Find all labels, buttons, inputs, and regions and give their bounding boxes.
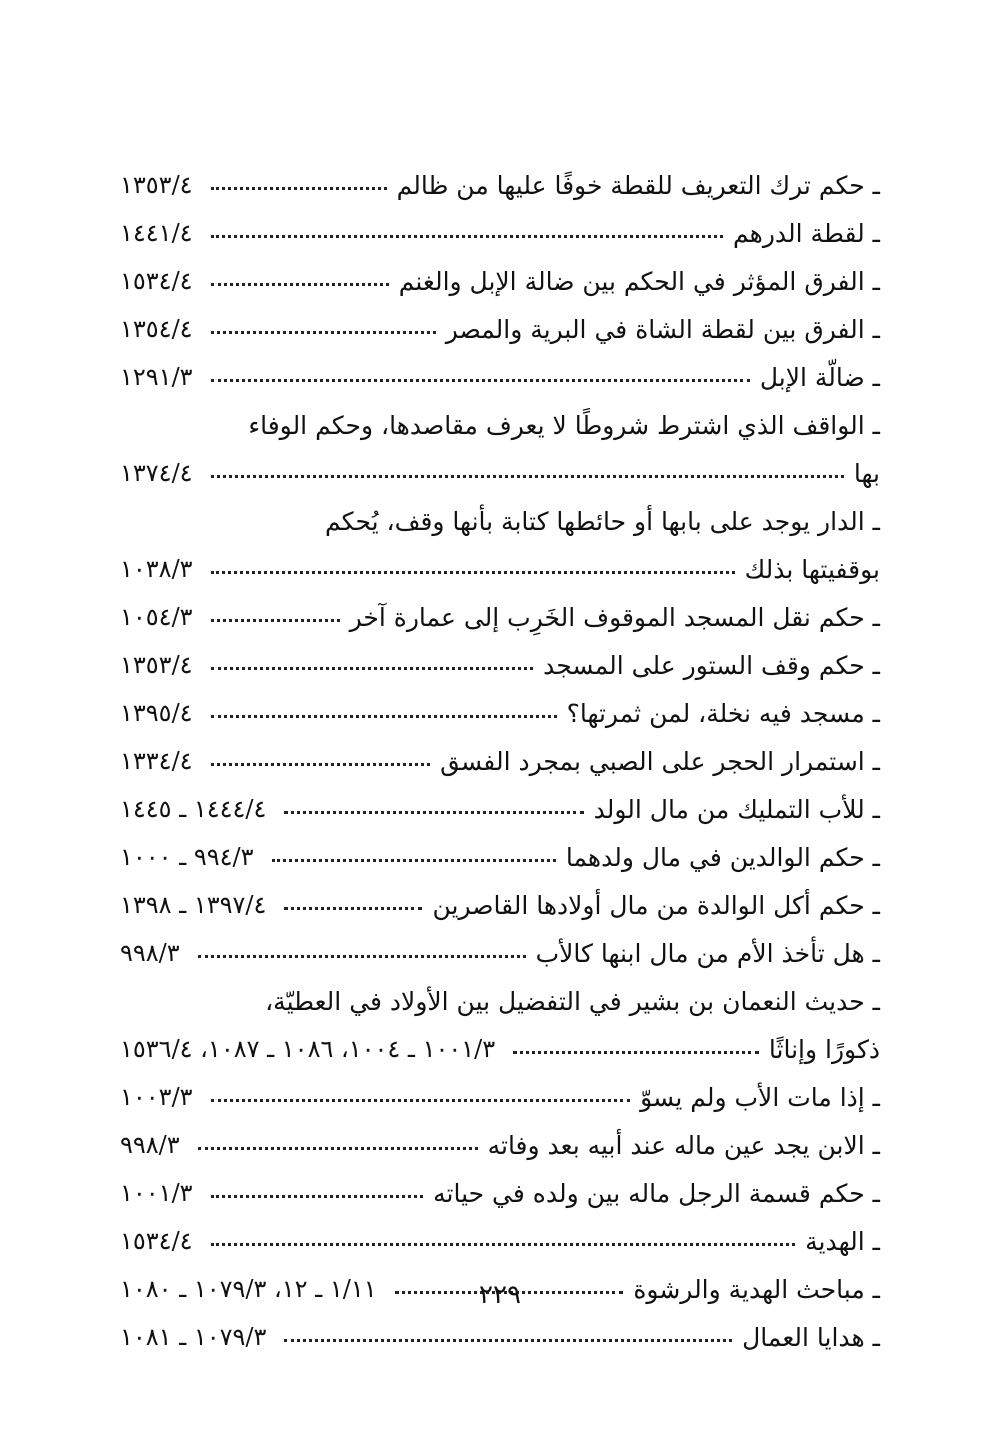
entry-title: ـ ضالّة الإبل (759, 362, 880, 392)
index-entry-line (120, 353, 880, 401)
index-entry-line (120, 641, 880, 689)
entry-title: ـ للأب التمليك من مال الولد (593, 794, 880, 824)
entry-title: ـ الهدية (805, 1226, 880, 1256)
index-entry-line (120, 881, 880, 929)
entry-title: ـ الابن يجد عين ماله عند أبيه بعد وفاته (487, 1130, 880, 1160)
entry-title: ـ حكم نقل المسجد الموقوف الخَرِب إلى عمارة آخر (349, 602, 880, 632)
entry-title: ـ مسجد فيه نخلة، لمن ثمرتها؟ (566, 698, 880, 728)
entry-page-reference: ١٠٣٨/٣ (120, 555, 193, 583)
entry-title: ـ حديث النعمان بن بشير في التفضيل بين الأولاد في العطيّة، (265, 986, 880, 1016)
entry-page-reference: ١٤٤١/٤ (120, 219, 193, 247)
leader-dots (211, 607, 340, 627)
entry-title: ـ حكم ترك التعريف للقطة خوفًا عليها من ظالم (396, 170, 880, 200)
leader-dots (272, 847, 556, 867)
leader-dots (211, 271, 389, 291)
entry-page-reference: ١٠٠١/٣ (120, 1179, 193, 1207)
leader-dots (211, 367, 750, 387)
entry-title: ـ استمرار الحجر على الصبي بمجرد الفسق (440, 746, 880, 776)
leader-dots (198, 943, 526, 963)
entry-title: ـ الفرق المؤثر في الحكم بين ضالة الإبل والغنم (398, 266, 880, 296)
leader-dots (211, 703, 557, 723)
entry-page-reference: ١٣٣٤/٤ (120, 747, 193, 775)
leader-dots (211, 319, 436, 339)
entry-page-reference: ١٣٩٥/٤ (120, 699, 193, 727)
entry-page-reference: ١٣٩٧/٤ ـ ١٣٩٨ (120, 891, 267, 919)
leader-dots (284, 799, 583, 819)
entry-page-reference: ٩٩٨/٣ (120, 939, 180, 967)
leader-dots (284, 1327, 732, 1347)
index-entry-line (120, 257, 880, 305)
leader-dots (513, 1039, 759, 1059)
entry-page-reference: ١٠٧٩/٣ ـ ١٠٨١ (120, 1323, 267, 1351)
leader-dots (211, 655, 534, 675)
entry-title: ـ إذا مات الأب ولم يسوّ (640, 1082, 880, 1112)
index-entry-line (120, 401, 880, 449)
entry-title: ـ هدايا العمال (742, 1322, 880, 1352)
index-entry-line (120, 1217, 880, 1265)
leader-dots (211, 1087, 631, 1107)
entry-title: ذكورًا وإناثًا (768, 1034, 880, 1064)
index-entry-line (120, 977, 880, 1025)
entry-title: ـ حكم قسمة الرجل ماله بين ولده في حياته (433, 1178, 880, 1208)
leader-dots (211, 1231, 796, 1251)
page-number: ٢٢٩ (479, 1280, 521, 1310)
leader-dots (211, 751, 431, 771)
entry-title: ـ لقطة الدرهم (733, 218, 880, 248)
index-entry-line (120, 689, 880, 737)
entry-title: ـ حكم وقف الستور على المسجد (543, 650, 880, 680)
entry-page-reference: ١٣٥٣/٤ (120, 171, 193, 199)
index-entry-line (120, 737, 880, 785)
leader-dots (284, 895, 422, 915)
entry-page-reference: ١٣٥٣/٤ (120, 651, 193, 679)
entry-title: بوقفيتها بذلك (744, 554, 880, 584)
index-entry-line (120, 1169, 880, 1217)
index-entry-line (120, 833, 880, 881)
index-entry-line (120, 785, 880, 833)
entry-title: ـ مباحث الهدية والرشوة (633, 1274, 880, 1304)
entry-title: ـ حكم الوالدين في مال ولدهما (565, 842, 880, 872)
leader-dots (211, 1183, 424, 1203)
entry-page-reference: ١/١١ ـ ١٢، ١٠٧٩/٣ ـ ١٠٨٠ (120, 1275, 377, 1303)
entry-title: ـ الفرق بين لقطة الشاة في البرية والمصر (445, 314, 880, 344)
entry-page-reference: ١٣٧٤/٤ (120, 459, 193, 487)
index-entry-line (120, 497, 880, 545)
entry-page-reference: ٩٩٨/٣ (120, 1131, 180, 1159)
entry-page-reference: ٩٩٤/٣ ـ ١٠٠٠ (120, 843, 254, 871)
entry-page-reference: ١٥٣٤/٤ (120, 267, 193, 295)
index-entry-line (120, 1121, 880, 1169)
entry-page-reference: ١٣٥٤/٤ (120, 315, 193, 343)
entry-title: ـ حكم أكل الوالدة من مال أولادها القاصرين (432, 890, 880, 920)
entry-page-reference: ١٠٠١/٣ ـ ١٠٠٤، ١٠٨٦ ـ ١٠٨٧، ١٥٣٦/٤ (120, 1035, 496, 1063)
leader-dots (198, 1135, 478, 1155)
index-entry-line (120, 545, 880, 593)
leader-dots (211, 223, 723, 243)
leader-dots (211, 463, 844, 483)
index-entry-line (120, 1025, 880, 1073)
entry-title: بها (853, 458, 880, 488)
index-entry-line (120, 209, 880, 257)
index-entry-line (120, 305, 880, 353)
entry-title: ـ الواقف الذي اشترط شروطًا لا يعرف مقاصدها، وحكم الوفاء (248, 410, 880, 440)
entry-title: ـ هل تأخذ الأم من مال ابنها كالأب (535, 938, 880, 968)
index-entry-line (120, 1073, 880, 1121)
index-entries (120, 161, 880, 1361)
leader-dots (211, 559, 735, 579)
entry-page-reference: ١٤٤٤/٤ ـ ١٤٤٥ (120, 795, 267, 823)
leader-dots (211, 175, 387, 195)
index-entry-line (120, 1313, 880, 1361)
index-entry-line (120, 593, 880, 641)
entry-page-reference: ١٠٥٤/٣ (120, 603, 193, 631)
entry-page-reference: ١٥٣٤/٤ (120, 1227, 193, 1255)
index-entry-line (120, 449, 880, 497)
index-entry-line (120, 929, 880, 977)
entry-title: ـ الدار يوجد على بابها أو حائطها كتابة بأنها وقف، يُحكم (325, 506, 880, 536)
entry-page-reference: ١٠٠٣/٣ (120, 1083, 193, 1111)
entry-page-reference: ١٢٩١/٣ (120, 363, 193, 391)
index-entry-line (120, 161, 880, 209)
